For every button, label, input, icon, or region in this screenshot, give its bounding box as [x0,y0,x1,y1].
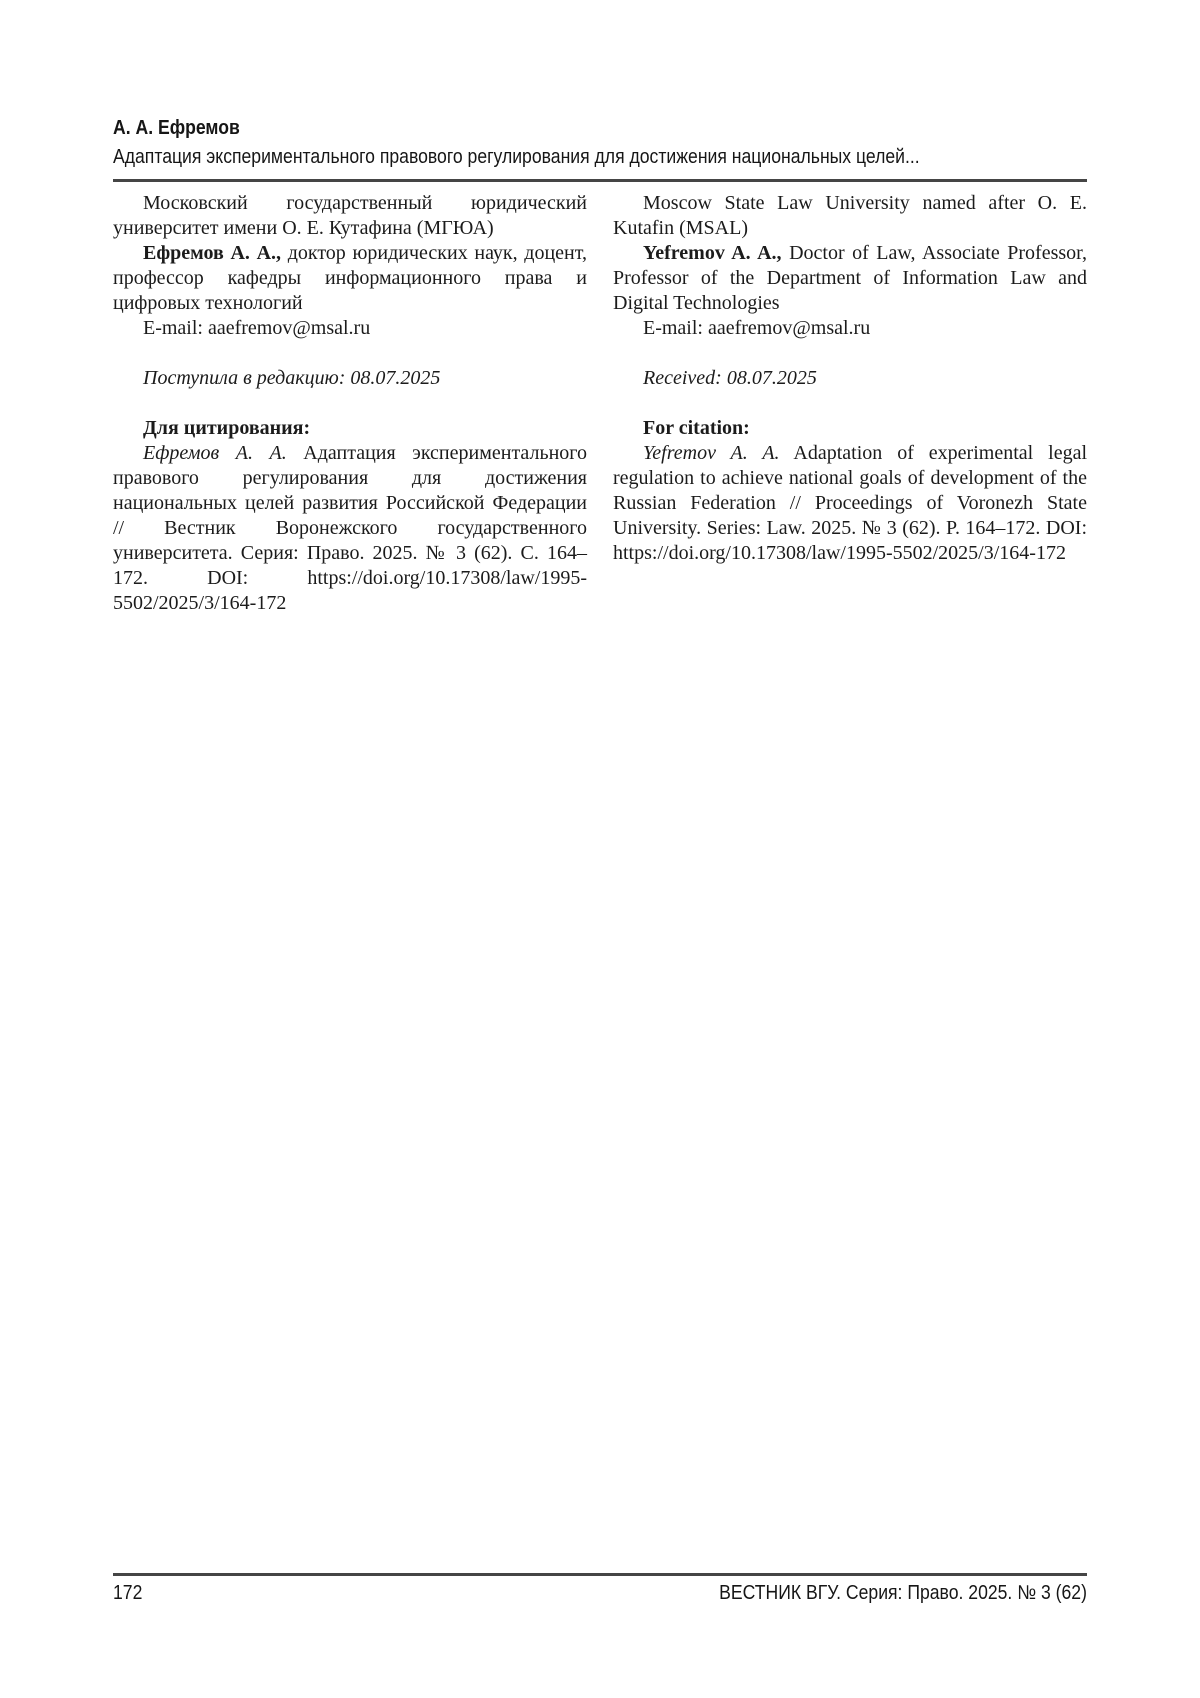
author-paragraph-en [613,241,1087,316]
affiliation-text-en: Moscow State Law University named after O. E. Kutafin (MSAL) [613,191,1087,239]
page-number-text: 172 [113,1581,143,1604]
citation-author-en: Yefremov A. A. [643,441,780,464]
running-head-author-text: А. А. Ефремов [113,117,240,139]
citation-heading-ru [113,416,587,441]
citation-heading-text-en: For citation: [643,416,750,439]
citation-text-en: Adaptation of experimental legal regulation to achieve national goals of development of the Russian Federation // Proceedings of Voronezh State University. Series: Law. 2025. № 3 (62). P. 164–172. DOI: https://doi.org/10.17308/law/1995-5502/2025/3/164-172 [613,441,1088,564]
affiliation-paragraph-en [613,191,1087,241]
journal-title-text: ВЕСТНИК ВГУ. Серия: Право. 2025. № 3 (62) [719,1581,1087,1604]
author-description-ru: доктор юридических наук, доцент, профессор кафедры информационного права и цифровых технологий [113,241,587,314]
received-text-ru: Поступила в редакцию: 08.07.2025 [143,366,441,389]
running-head-title-text: Адаптация экспериментального правового регулирования для достижения национальных целей... [113,146,920,168]
received-text-en: Received: 08.07.2025 [643,366,817,389]
citation-paragraph-ru [113,441,587,616]
two-column-body [113,191,1087,616]
column-english [613,191,1087,616]
citation-heading-text-ru: Для цитирования: [143,416,311,439]
citation-paragraph-en [613,441,1087,566]
received-line-en [613,366,1087,391]
affiliation-paragraph-ru [113,191,587,241]
header-rule [113,179,1087,182]
footer-rule [113,1573,1087,1576]
journal-title [669,1581,1087,1605]
email-line-ru [113,316,587,341]
email-text-en: E-mail: aaefremov@msal.ru [643,316,871,339]
citation-author-ru: Ефремов А. А. [143,441,287,464]
email-text-ru: E-mail: aaefremov@msal.ru [143,316,371,339]
page-number [113,1581,146,1605]
author-paragraph-ru [113,241,587,316]
column-russian [113,191,587,616]
citation-heading-en [613,416,1087,441]
footer-row [113,1581,1087,1605]
page-footer [113,1573,1087,1605]
author-description-en: Doctor of Law, Associate Professor, Professor of the Department of Information Law and Digital Technologies [613,241,1087,314]
running-head-title [113,144,1087,170]
citation-text-ru: Адаптация экспериментального правового регулирования для достижения национальных целей развития Российской Федерации // Вестник Воронежского государственного университета. Серия: Право. 2025. № 3 (62). С. 164–172. DOI: https://doi.org/10.17308/law/1995-5502/2025/3/164-172 [113,441,587,614]
author-name-ru: Ефремов А. А., [143,241,282,264]
affiliation-text-ru: Московский государственный юридический университет имени О. Е. Кутафина (МГЮА) [113,191,587,239]
received-line-ru [113,366,587,391]
email-line-en [613,316,1087,341]
running-head [113,0,1087,182]
running-head-author [113,116,1087,140]
author-name-en: Yefremov A. A., [643,241,782,264]
page-content [113,0,1087,616]
